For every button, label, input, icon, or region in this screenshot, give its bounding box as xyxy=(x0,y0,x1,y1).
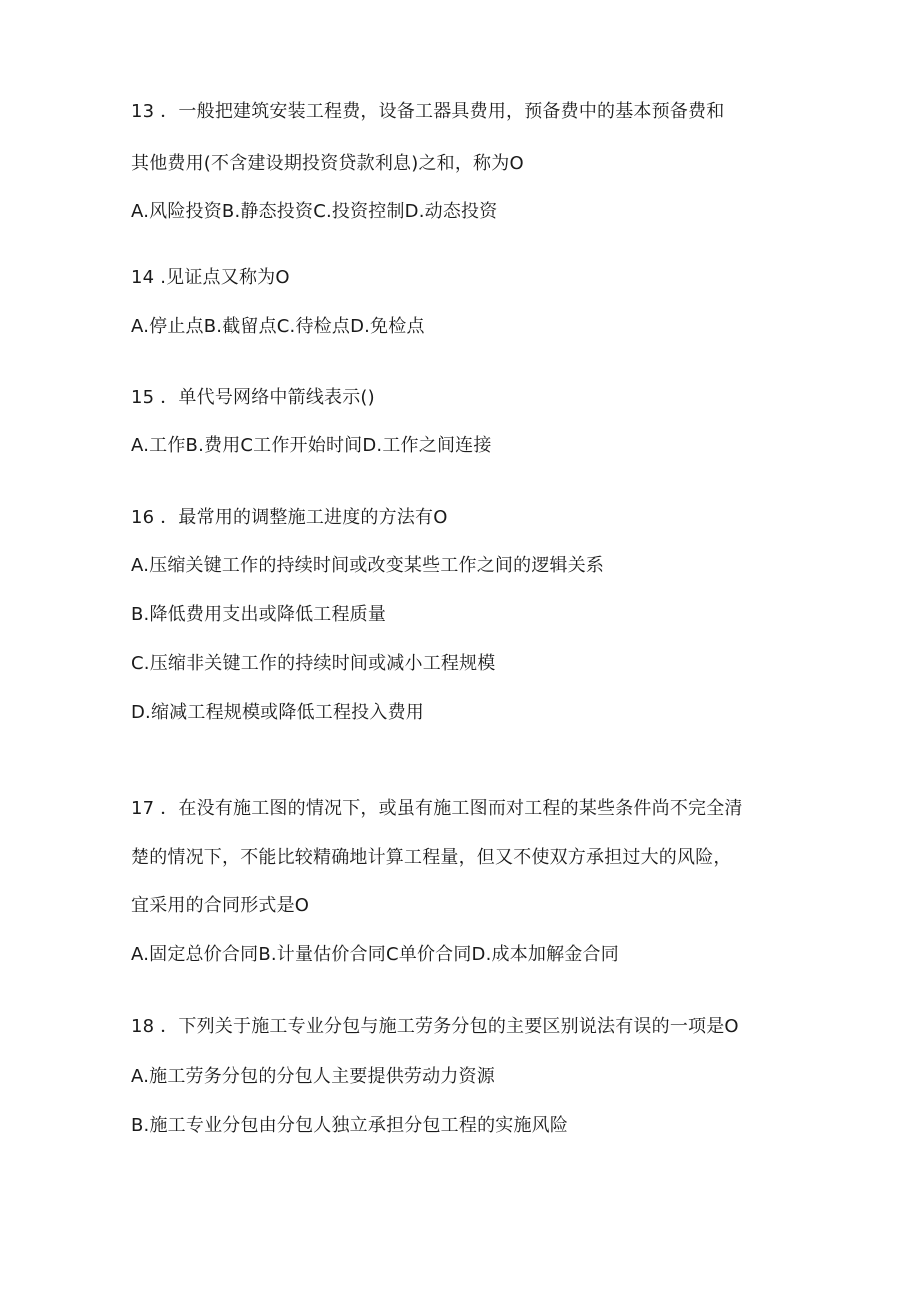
question-16-option-b: B.降低费用支出或降低工程质量 xyxy=(131,604,387,625)
question-17-options: A.固定总价合同B.计量估价合同C单价合同D.成本加解金合同 xyxy=(131,944,619,965)
question-18-option-a: A.施工劳务分包的分包人主要提供劳动力资源 xyxy=(131,1066,495,1087)
question-14-options: A.停止点B.截留点C.待检点D.免检点 xyxy=(131,316,425,337)
question-16-option-d: D.缩减工程规模或降低工程投入费用 xyxy=(131,702,424,723)
question-13-stem-line-2: 其他费用(不含建设期投资贷款利息)之和，称为O xyxy=(131,153,524,174)
question-16-option-c: C.压缩非关键工作的持续时间或减小工程规模 xyxy=(131,653,496,674)
question-16-option-a: A.压缩关键工作的持续时间或改变某些工作之间的逻辑关系 xyxy=(131,555,605,576)
question-15-stem: 15 ．单代号网络中箭线表示() xyxy=(131,387,375,408)
question-18-option-b: B.施工专业分包由分包人独立承担分包工程的实施风险 xyxy=(131,1115,569,1136)
question-13-options: A.风险投资B.静态投资C.投资控制D.动态投资 xyxy=(131,201,498,222)
question-13-stem-line-1: 13 ．一般把建筑安装工程费，设备工器具费用，预备费中的基本预备费和 xyxy=(131,101,725,122)
question-16-stem: 16 ．最常用的调整施工进度的方法有O xyxy=(131,507,448,528)
question-17-stem-line-2: 楚的情况下，不能比较精确地计算工程量，但又不使双方承担过大的风险， xyxy=(131,847,732,868)
question-17-stem-line-1: 17 ．在没有施工图的情况下，或虽有施工图而对工程的某些条件尚不完全清 xyxy=(131,798,743,819)
question-18-stem: 18 ．下列关于施工专业分包与施工劳务分包的主要区别说法有误的一项是O xyxy=(131,1016,739,1037)
question-15-options: A.工作B.费用C工作开始时间D.工作之间连接 xyxy=(131,435,492,456)
question-14-stem: 14 .见证点又称为O xyxy=(131,267,290,288)
question-17-stem-line-3: 宜采用的合同形式是O xyxy=(131,895,310,916)
